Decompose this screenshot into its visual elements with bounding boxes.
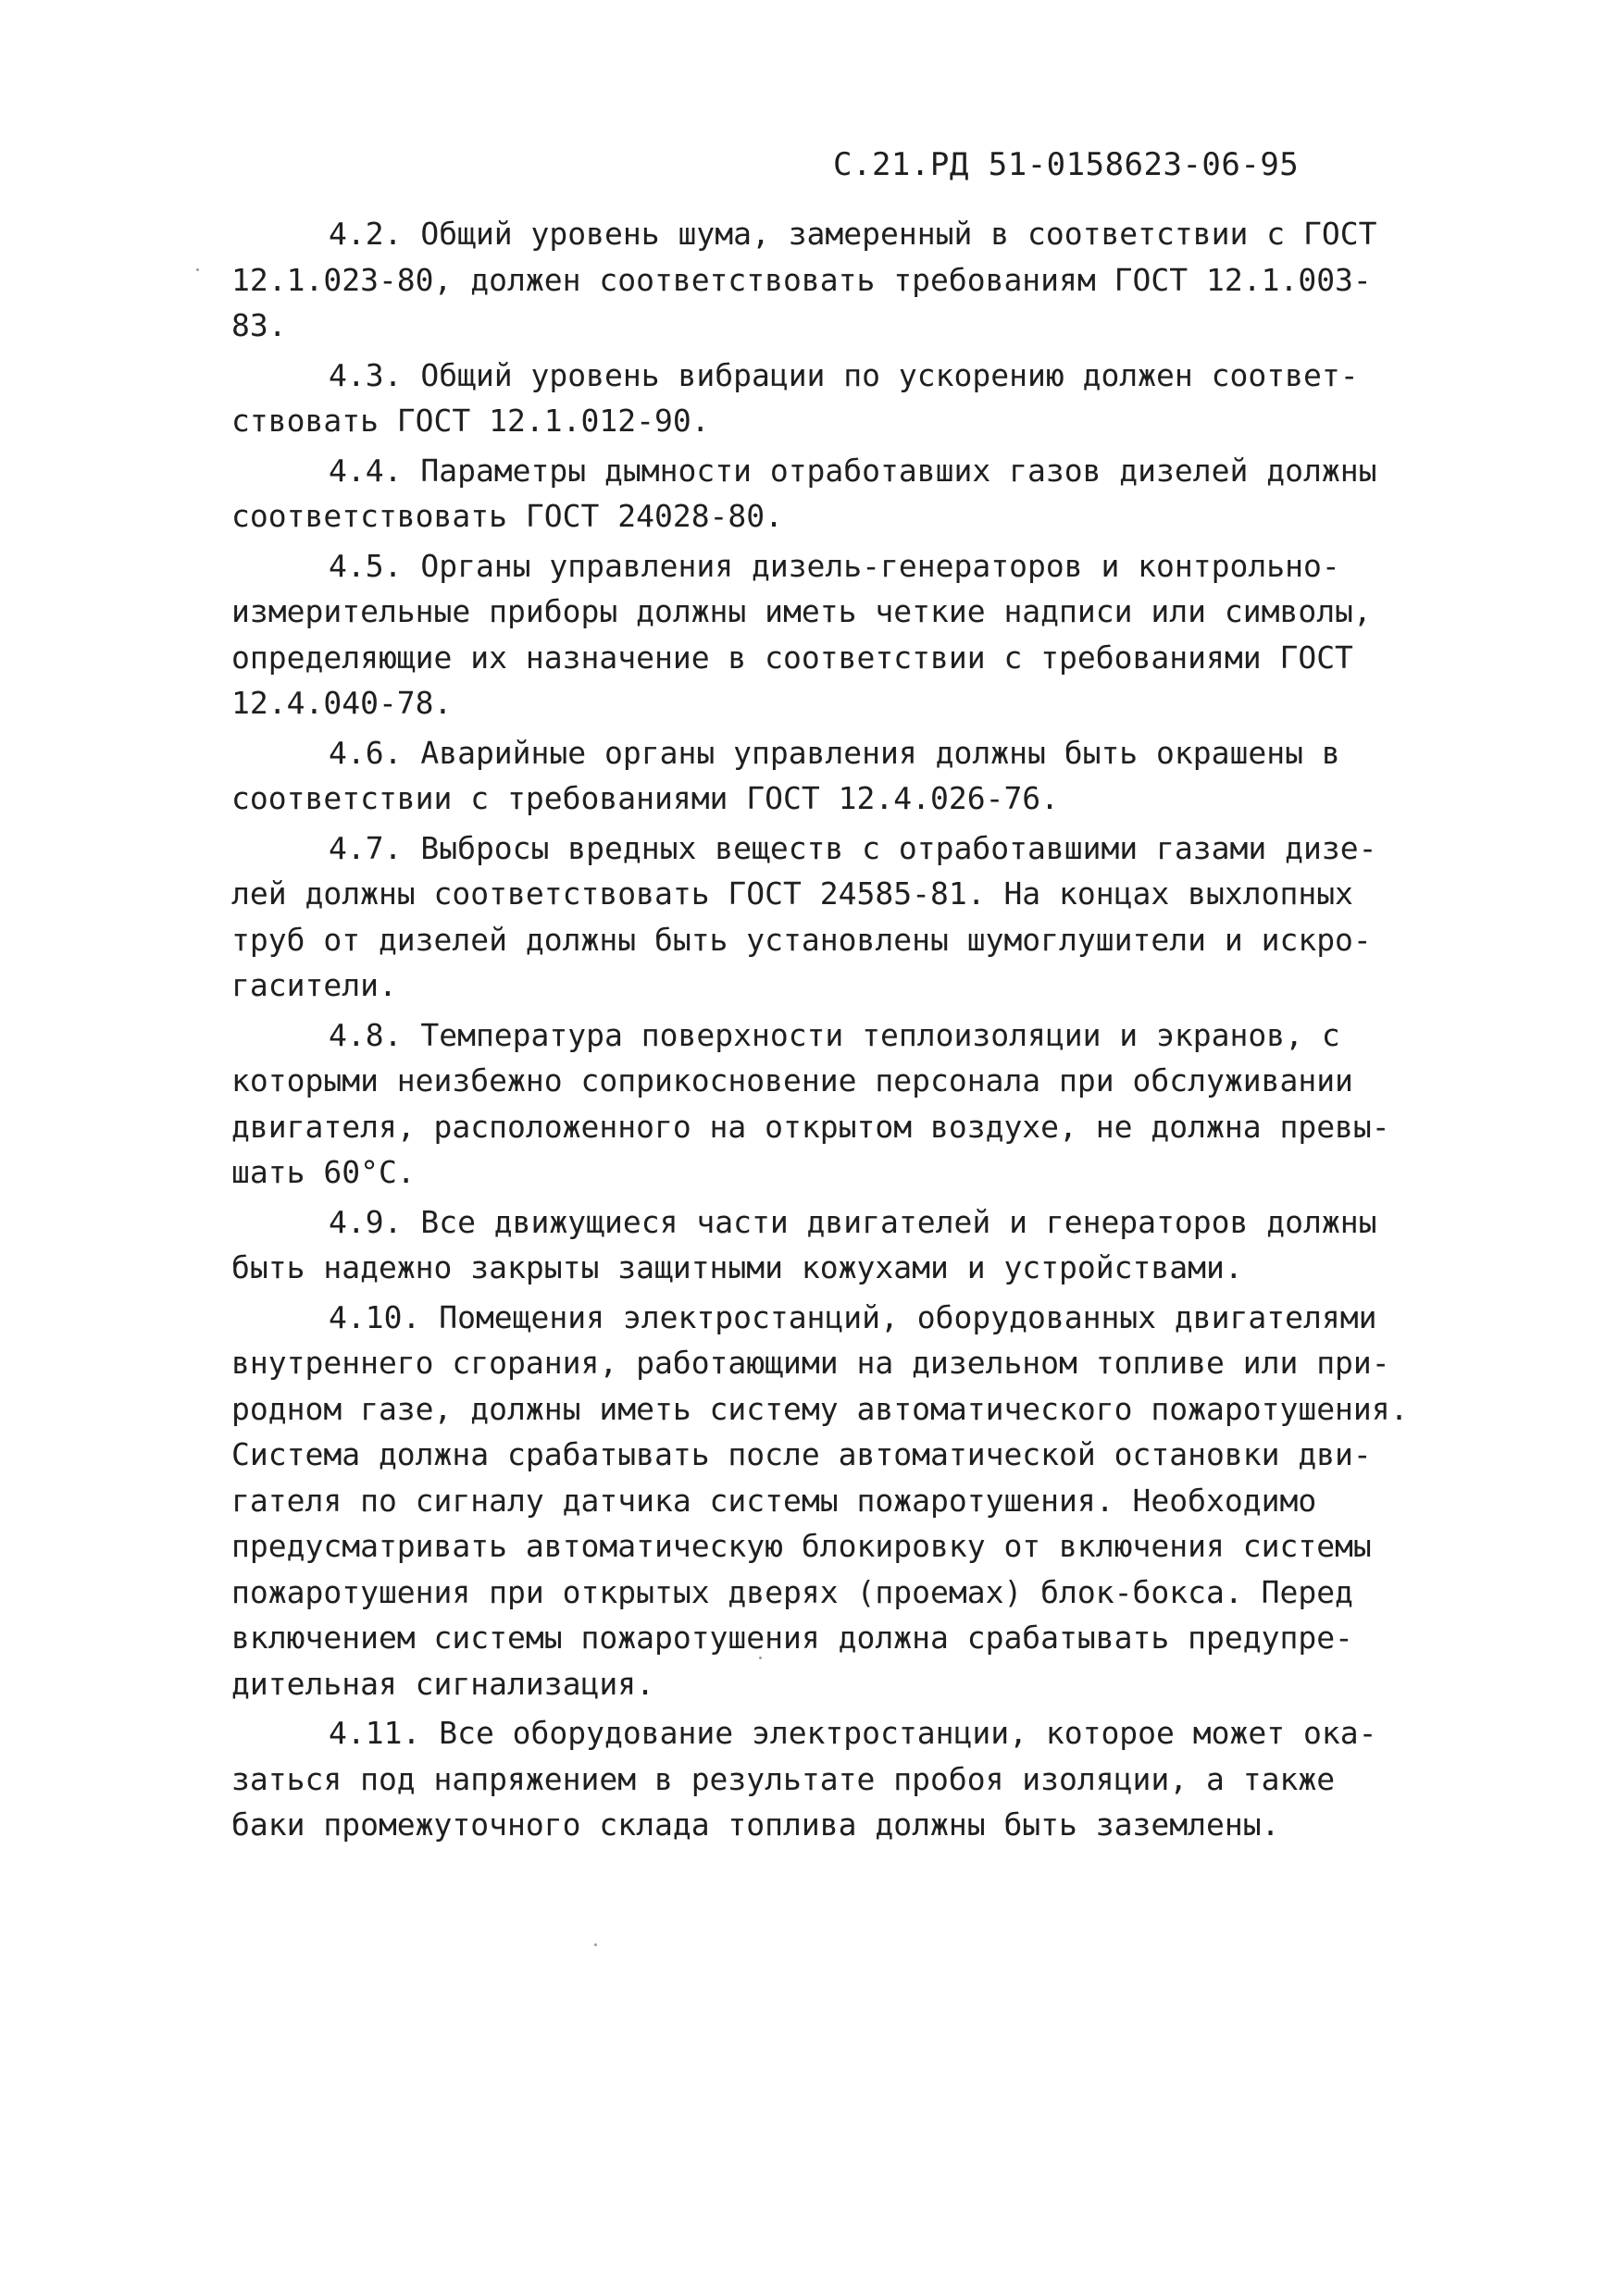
scan-speck [594, 1943, 597, 1946]
paragraph-4-2 [231, 211, 1407, 349]
paragraph-4-11 [231, 1710, 1407, 1848]
text-line: двигателя, расположенного на открытом воздухе, не должна превы- [231, 1108, 1390, 1145]
text-line: 12.1.023-80, должен соответствовать требованиям ГОСТ 12.1.003- [231, 261, 1372, 298]
text-line: включением системы пожаротушения должна срабатывать предупре- [231, 1620, 1353, 1656]
text-line: заться под напряжением в результате пробоя изоляции, а также [231, 1760, 1336, 1797]
text-line: соответствовать ГОСТ 24028-80. [231, 498, 784, 534]
text-line: 83. [231, 307, 287, 343]
paragraph-4-4 [231, 448, 1407, 540]
text-line: гателя по сигналу датчика системы пожаротушения. Необходимо [231, 1482, 1317, 1519]
paragraph-4-6 [231, 730, 1407, 822]
paragraph-4-3 [231, 353, 1407, 444]
text-line: 4.3. Общий уровень вибрации по ускорению должен соответ- [329, 356, 1359, 393]
text-line: 4.4. Параметры дымности отработавших газов дизелей должны [329, 452, 1377, 489]
text-line: ствовать ГОСТ 12.1.012-90. [231, 403, 710, 439]
page-header-code: С.21.РД 51-0158623-06-95 [833, 146, 1300, 183]
text-line: пожаротушения при открытых дверях (проемах) блок-бокса. Перед [231, 1573, 1353, 1610]
text-line: 4.9. Все движущиеся части двигателей и генераторов должны [329, 1203, 1377, 1240]
text-line: внутреннего сгорания, работающими на дизельном топливе или при- [231, 1345, 1390, 1381]
text-line: гасители. [231, 967, 397, 1003]
paragraph-4-5 [231, 543, 1407, 726]
text-line: баки промежуточного склада топлива должны быть заземлены. [231, 1806, 1280, 1843]
text-line: определяющие их назначение в соответствии с требованиями ГОСТ [231, 639, 1353, 676]
text-line: труб от дизелей должны быть установлены шумоглушители и искро- [231, 921, 1372, 958]
scan-speck [759, 1657, 762, 1659]
text-line: лей должны соответствовать ГОСТ 24585-81. На концах выхлопных [231, 875, 1353, 912]
text-line: дительная сигнализация. [231, 1665, 654, 1702]
text-line: 4.2. Общий уровень шума, замеренный в соответствии с ГОСТ [329, 216, 1377, 252]
text-line: 4.5. Органы управления дизель-генераторов и контрольно- [329, 547, 1340, 584]
paragraph-4-10 [231, 1295, 1407, 1707]
text-line: измерительные приборы должны иметь четкие надписи или символы, [231, 593, 1372, 629]
paragraph-4-7 [231, 825, 1407, 1009]
paragraph-4-9 [231, 1199, 1407, 1291]
text-line: Система должна срабатывать после автоматической остановки дви- [231, 1436, 1372, 1472]
text-line: которыми неизбежно соприкосновение персонала при обслуживании [231, 1062, 1353, 1098]
text-line: шать 60°С. [231, 1154, 416, 1190]
scan-speck [196, 268, 199, 271]
text-line: предусматривать автоматическую блокировку от включения системы [231, 1528, 1372, 1564]
text-line: 4.7. Выбросы вредных веществ с отработавшими газами дизе- [329, 829, 1377, 866]
text-line: родном газе, должны иметь систему автоматического пожаротушения. [231, 1390, 1409, 1427]
text-line: 12.4.040-78. [231, 685, 453, 721]
paragraph-4-8 [231, 1012, 1407, 1196]
text-line: быть надежно закрыты защитными кожухами и устройствами. [231, 1249, 1243, 1285]
text-line: 4.11. Все оборудование электростанции, которое может ока- [329, 1715, 1377, 1751]
text-line: соответствии с требованиями ГОСТ 12.4.026-76. [231, 780, 1060, 816]
text-line: 4.8. Температура поверхности теплоизоляции и экранов, с [329, 1016, 1340, 1053]
text-line: 4.10. Помещения электростанций, оборудованных двигателями [329, 1298, 1377, 1335]
document-body [231, 211, 1407, 1852]
text-line: 4.6. Аварийные органы управления должны быть окрашены в [329, 734, 1340, 771]
